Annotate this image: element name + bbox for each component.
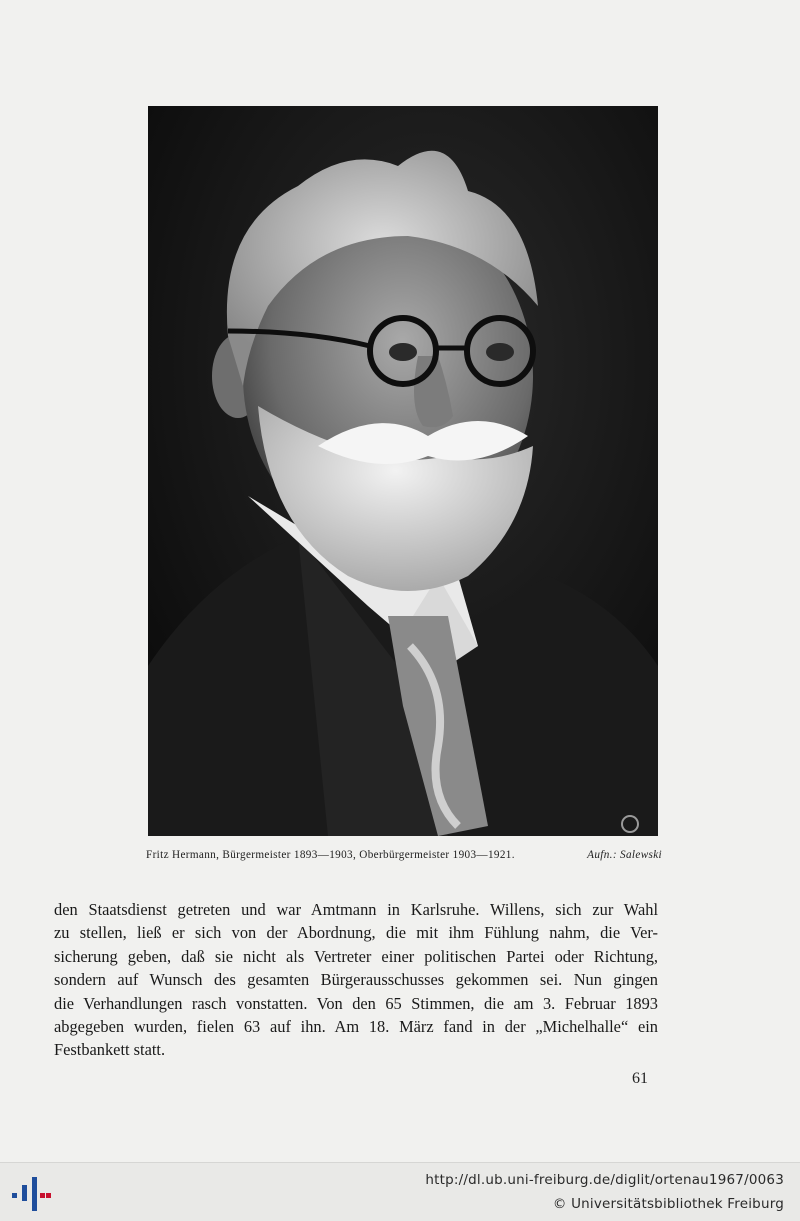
portrait-photo [148, 106, 658, 836]
body-paragraph [54, 898, 658, 1062]
body-line: sicherung geben, daß sie nicht als Vertreter einer politischen Partei oder Richtung, [54, 946, 658, 966]
university-library-logo-icon[interactable] [10, 1171, 52, 1215]
body-line: abgegeben wurden, fielen 63 auf ihn. Am 18. März fand in der „Michelhalle“ ein [54, 1016, 658, 1036]
source-url-link[interactable]: http://dl.ub.uni-freiburg.de/diglit/ortenau1967/0063 [425, 1172, 784, 1188]
body-line: die Verhandlungen rasch vonstatten. Von den 65 Stimmen, die am 3. Februar 1893 [54, 993, 658, 1013]
photo-caption [146, 849, 662, 861]
copyright-notice: © Universitätsbibliothek Freiburg [552, 1196, 784, 1212]
photo-credit: Aufn.: Salewski [587, 849, 662, 861]
page-number: 61 [632, 1070, 648, 1087]
body-line: Festbankett statt. [54, 1040, 166, 1060]
viewer-footer [0, 1162, 800, 1221]
caption-text: Fritz Hermann, Bürgermeister 1893—1903, Oberbürgermeister 1903—1921. [146, 849, 515, 861]
body-line: den Staatsdienst getreten und war Amtmann in Karlsruhe. Willens, sich zur Wahl [54, 900, 658, 919]
body-line: zu stellen, ließ er sich von der Abordnung, die mit ihm Fühlung nahm, die Ver- [54, 923, 658, 943]
body-line: sondern auf Wunsch des gesamten Bürgerausschusses gekommen sei. Nun gingen [54, 970, 658, 990]
